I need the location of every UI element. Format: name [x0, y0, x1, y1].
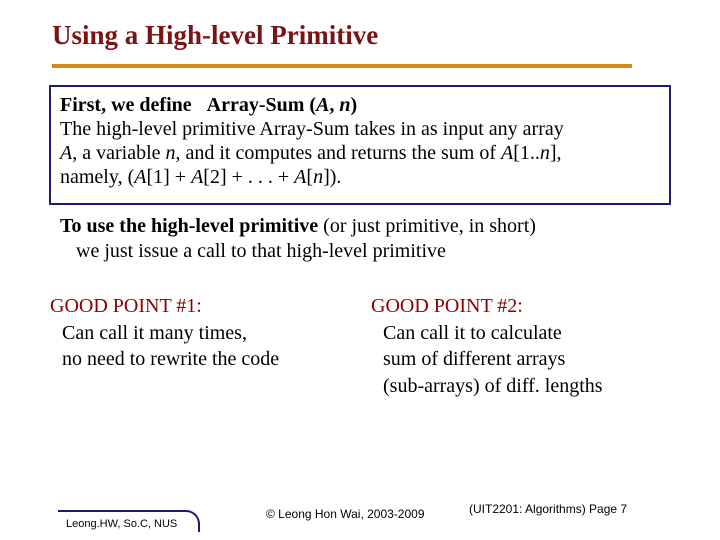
definition-box: [49, 85, 671, 205]
slide-title: Using a High-level Primitive: [52, 20, 379, 50]
good-point-2: [371, 293, 603, 399]
good-point-1-heading: GOOD POINT #1:: [50, 295, 202, 317]
definition-line-3: A, a variable n, and it computes and returns the sum of A[1..n],: [60, 142, 562, 164]
footer-page-number: (UIT2201: Algorithms) Page 7: [469, 502, 628, 516]
footer-author: Leong.HW, So.C, NUS: [58, 510, 200, 532]
good-point-1-line: Can call it many times,: [62, 321, 247, 344]
good-point-2-heading: GOOD POINT #2:: [371, 295, 523, 317]
definition-heading: First, we define Array-Sum (A, n): [60, 94, 358, 116]
footer-copyright: © Leong Hon Wai, 2003-2009: [266, 507, 425, 521]
usage-paragraph: [60, 214, 536, 264]
title-underline: [52, 64, 632, 68]
definition-line-2: The high-level primitive Array-Sum takes in as input any array: [60, 118, 564, 140]
good-point-1: [50, 293, 279, 373]
definition-line-4: namely, (A[1] + A[2] + . . . + A[n]).: [60, 166, 342, 188]
good-point-1-line: no need to rewrite the code: [62, 348, 280, 370]
good-point-2-line: Can call it to calculate: [383, 321, 562, 344]
usage-line-2: we just issue a call to that high-level primitive: [76, 240, 446, 262]
good-point-2-line: sum of different arrays: [383, 348, 566, 370]
usage-line-1: To use the high-level primitive (or just primitive, in short): [60, 215, 536, 237]
good-point-2-line: (sub-arrays) of diff. lengths: [383, 374, 603, 397]
